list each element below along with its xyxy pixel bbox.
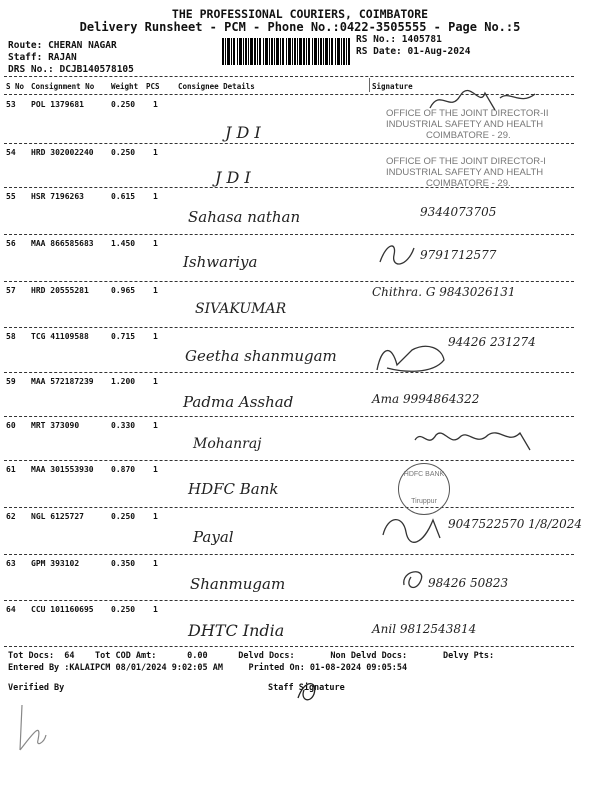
row-separator [4, 281, 574, 282]
row-pcs: 1 [153, 100, 158, 109]
hdfc-stamp-text: HDFC BANK [403, 471, 445, 478]
office-stamp-2-line3: COIMBATORE - 29. [426, 178, 511, 189]
office-stamp-2 [386, 156, 546, 189]
staff-value: RAJAN [48, 52, 77, 63]
row-signature-handwriting: 94426 231274 [448, 335, 536, 349]
row-consignee-handwriting: Mohanraj [193, 436, 262, 452]
row-consignee-handwriting: Payal [193, 528, 234, 546]
row-consignment-no: HSR 7196263 [31, 192, 84, 201]
row-signature-handwriting: Anil 9812543814 [372, 622, 477, 636]
row-signature-handwriting: 9047522570 1/8/2024 [448, 517, 583, 531]
row-separator [4, 416, 574, 417]
col-divider [369, 78, 370, 92]
staff-signature-scribble [290, 676, 330, 706]
signature-scribble-58 [372, 340, 452, 380]
rs-no-label: RS No.: [356, 34, 397, 45]
row-sno: 54 [6, 148, 16, 157]
row-consignee-handwriting: Geetha shanmugam [185, 347, 337, 365]
row-signature-handwriting: 98426 50823 [428, 576, 509, 590]
row-sno: 63 [6, 559, 16, 568]
row-sno: 61 [6, 465, 16, 474]
row-consignee-handwriting: DHTC India [188, 621, 285, 640]
signature-scribble-63 [396, 565, 436, 595]
row-sno: 55 [6, 192, 16, 201]
row-pcs: 1 [153, 421, 158, 430]
col-signature: Signature [372, 82, 413, 91]
rs-no-value: 1405781 [401, 34, 442, 45]
office-stamp-1-line2: INDUSTRIAL SAFETY AND HEALTH [386, 119, 544, 130]
rs-date-label: RS Date: [356, 46, 402, 57]
barcode [222, 38, 350, 65]
row-weight: 0.250 [111, 605, 136, 614]
row-sno: 53 [6, 100, 16, 109]
route-value: CHERAN NAGAR [48, 40, 117, 51]
company-title: THE PROFESSIONAL COURIERS, COIMBATORE [171, 7, 429, 21]
row-pcs: 1 [153, 148, 158, 157]
route-line [8, 40, 117, 51]
row-signature-handwriting: Ama 9994864322 [372, 392, 480, 406]
row-sno: 60 [6, 421, 16, 430]
row-pcs: 1 [153, 332, 158, 341]
row-consignee-handwriting: HDFC Bank [188, 480, 279, 498]
row-sno: 62 [6, 512, 16, 521]
rs-date-line [356, 46, 470, 57]
signature-scribble-60 [410, 425, 550, 453]
row-pcs: 1 [153, 377, 158, 386]
office-stamp-1-line3: COIMBATORE - 29. [426, 130, 511, 141]
row-separator [4, 646, 574, 647]
col-consignment: Consignment No [31, 82, 95, 91]
verified-by-label: Verified By [8, 683, 65, 693]
row-weight: 0.250 [111, 512, 136, 521]
row-consignment-no: HRD 20555281 [31, 286, 89, 295]
hdfc-bank-stamp [398, 463, 450, 515]
row-consignee-handwriting: J D I [215, 168, 251, 187]
row-pcs: 1 [153, 512, 158, 521]
drs-line [8, 64, 134, 75]
row-weight: 1.200 [111, 377, 136, 386]
row-consignment-no: HRD 302002240 [31, 148, 94, 157]
row-consignment-no: MRT 373090 [31, 421, 80, 430]
row-separator [4, 600, 574, 601]
staff-label: Staff: [8, 52, 43, 63]
row-consignee-handwriting: Sahasa nathan [188, 208, 301, 226]
signature-scribble-53 [425, 88, 555, 118]
row-consignment-no: MAA 866585683 [31, 239, 94, 248]
row-weight: 0.870 [111, 465, 136, 474]
verified-by-signature [12, 695, 52, 755]
header-top-rule [4, 76, 574, 77]
row-weight: 0.250 [111, 148, 136, 157]
row-weight: 0.330 [111, 421, 136, 430]
row-sno: 59 [6, 377, 16, 386]
row-pcs: 1 [153, 465, 158, 474]
staff-signature-label: Staff Signature [268, 683, 345, 693]
drs-label: DRS No.: [8, 64, 54, 75]
hdfc-stamp-sub: Tiruppur [411, 498, 437, 505]
row-consignee-handwriting: SIVAKUMAR [195, 301, 287, 317]
footer-entered: Entered By :KALAIPCM 08/01/2024 9:02:05 AM Printed On: 01-08-2024 09:05:54 [8, 663, 408, 673]
row-signature-handwriting: 9344073705 [420, 205, 497, 219]
rs-date-value: 01-Aug-2024 [407, 46, 471, 57]
row-separator [4, 143, 574, 144]
row-consignment-no: TCG 41109588 [31, 332, 89, 341]
row-sno: 56 [6, 239, 16, 248]
office-stamp-2-line1: OFFICE OF THE JOINT DIRECTOR-I [386, 156, 546, 167]
col-consignee: Consignee Details [178, 82, 255, 91]
signature-scribble-62 [378, 510, 448, 550]
signature-scribble-56 [372, 240, 422, 270]
office-stamp-1-line1: OFFICE OF THE JOINT DIRECTOR-II [386, 108, 549, 119]
row-separator [4, 554, 574, 555]
row-weight: 0.350 [111, 559, 136, 568]
staff-line [8, 52, 77, 63]
row-consignment-no: NGL 6125727 [31, 512, 84, 521]
row-consignment-no: GPM 393102 [31, 559, 80, 568]
row-weight: 0.965 [111, 286, 136, 295]
runsheet-subtitle: Delivery Runsheet - PCM - Phone No.:0422-3505555 - Page No.:5 [79, 20, 521, 34]
row-consignee-handwriting: Shanmugam [190, 575, 286, 593]
row-consignee-handwriting: Padma Asshad [183, 393, 294, 411]
route-label: Route: [8, 40, 43, 51]
col-sno: S No [6, 82, 25, 91]
row-weight: 0.715 [111, 332, 136, 341]
row-separator [4, 372, 574, 373]
row-weight: 0.615 [111, 192, 136, 201]
drs-value: DCJB140578105 [59, 64, 134, 75]
row-separator [4, 327, 574, 328]
col-pcs: PCS [146, 82, 160, 91]
row-pcs: 1 [153, 192, 158, 201]
row-sno: 57 [6, 286, 16, 295]
row-pcs: 1 [153, 286, 158, 295]
row-separator [4, 507, 574, 508]
row-pcs: 1 [153, 605, 158, 614]
row-signature-handwriting: Chithra. G 9843026131 [372, 285, 516, 299]
row-signature-handwriting: 9791712577 [420, 248, 497, 262]
col-weight: Weight [111, 82, 139, 91]
row-sno: 64 [6, 605, 16, 614]
rs-no-line [356, 34, 442, 45]
row-sno: 58 [6, 332, 16, 341]
row-consignee-handwriting: Ishwariya [183, 253, 258, 271]
row-pcs: 1 [153, 559, 158, 568]
row-consignment-no: CCU 101160695 [31, 605, 94, 614]
row-weight: 0.250 [111, 100, 136, 109]
row-consignment-no: MAA 572187239 [31, 377, 94, 386]
row-weight: 1.450 [111, 239, 136, 248]
office-stamp-2-line2: INDUSTRIAL SAFETY AND HEALTH [386, 167, 544, 178]
row-consignment-no: POL 1379681 [31, 100, 84, 109]
row-separator [4, 234, 574, 235]
row-consignment-no: MAA 301553930 [31, 465, 94, 474]
row-pcs: 1 [153, 239, 158, 248]
footer-totals: Tot Docs: 64 Tot COD Amt: 0.00 Delvd Docs: Non Delvd Docs: Delvy Pts: [8, 651, 495, 661]
row-separator [4, 460, 574, 461]
row-consignee-handwriting: J D I [225, 123, 261, 142]
